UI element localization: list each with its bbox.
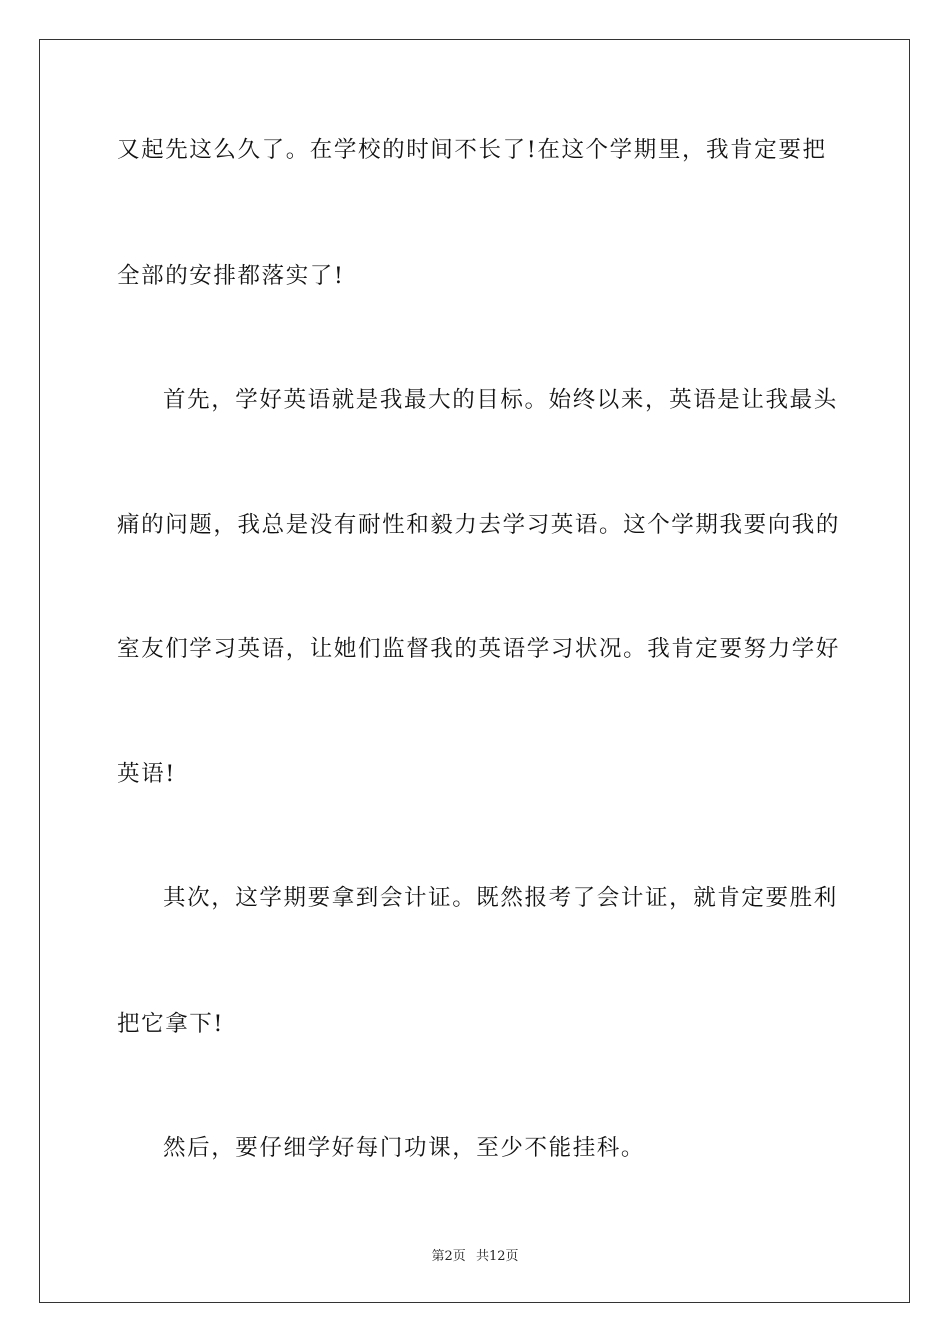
text-line-1: 又起先这么久了。在学校的时间不长了!在这个学期里，我肯定要把 — [117, 137, 827, 163]
page-total: 共12页 — [475, 1249, 519, 1264]
text-line-5: 室友们学习英语，让她们监督我的英语学习状况。我肯定要努力学好 — [117, 636, 841, 662]
page-frame — [39, 39, 910, 1303]
text-line-6: 英语! — [117, 761, 176, 787]
text-line-9: 然后，要仔细学好每门功课，至少不能挂科。 — [163, 1135, 646, 1161]
text-line-3: 首先，学好英语就是我最大的目标。始终以来，英语是让我最头 — [163, 387, 838, 413]
text-line-4: 痛的问题，我总是没有耐性和毅力去学习英语。这个学期我要向我的 — [117, 512, 841, 538]
text-line-7: 其次，这学期要拿到会计证。既然报考了会计证，就肯定要胜利 — [163, 885, 838, 911]
text-line-2: 全部的安排都落实了! — [117, 263, 345, 289]
page-number: 第2页 — [431, 1249, 466, 1264]
text-line-8: 把它拿下! — [117, 1011, 225, 1037]
page-footer — [0, 1248, 950, 1266]
